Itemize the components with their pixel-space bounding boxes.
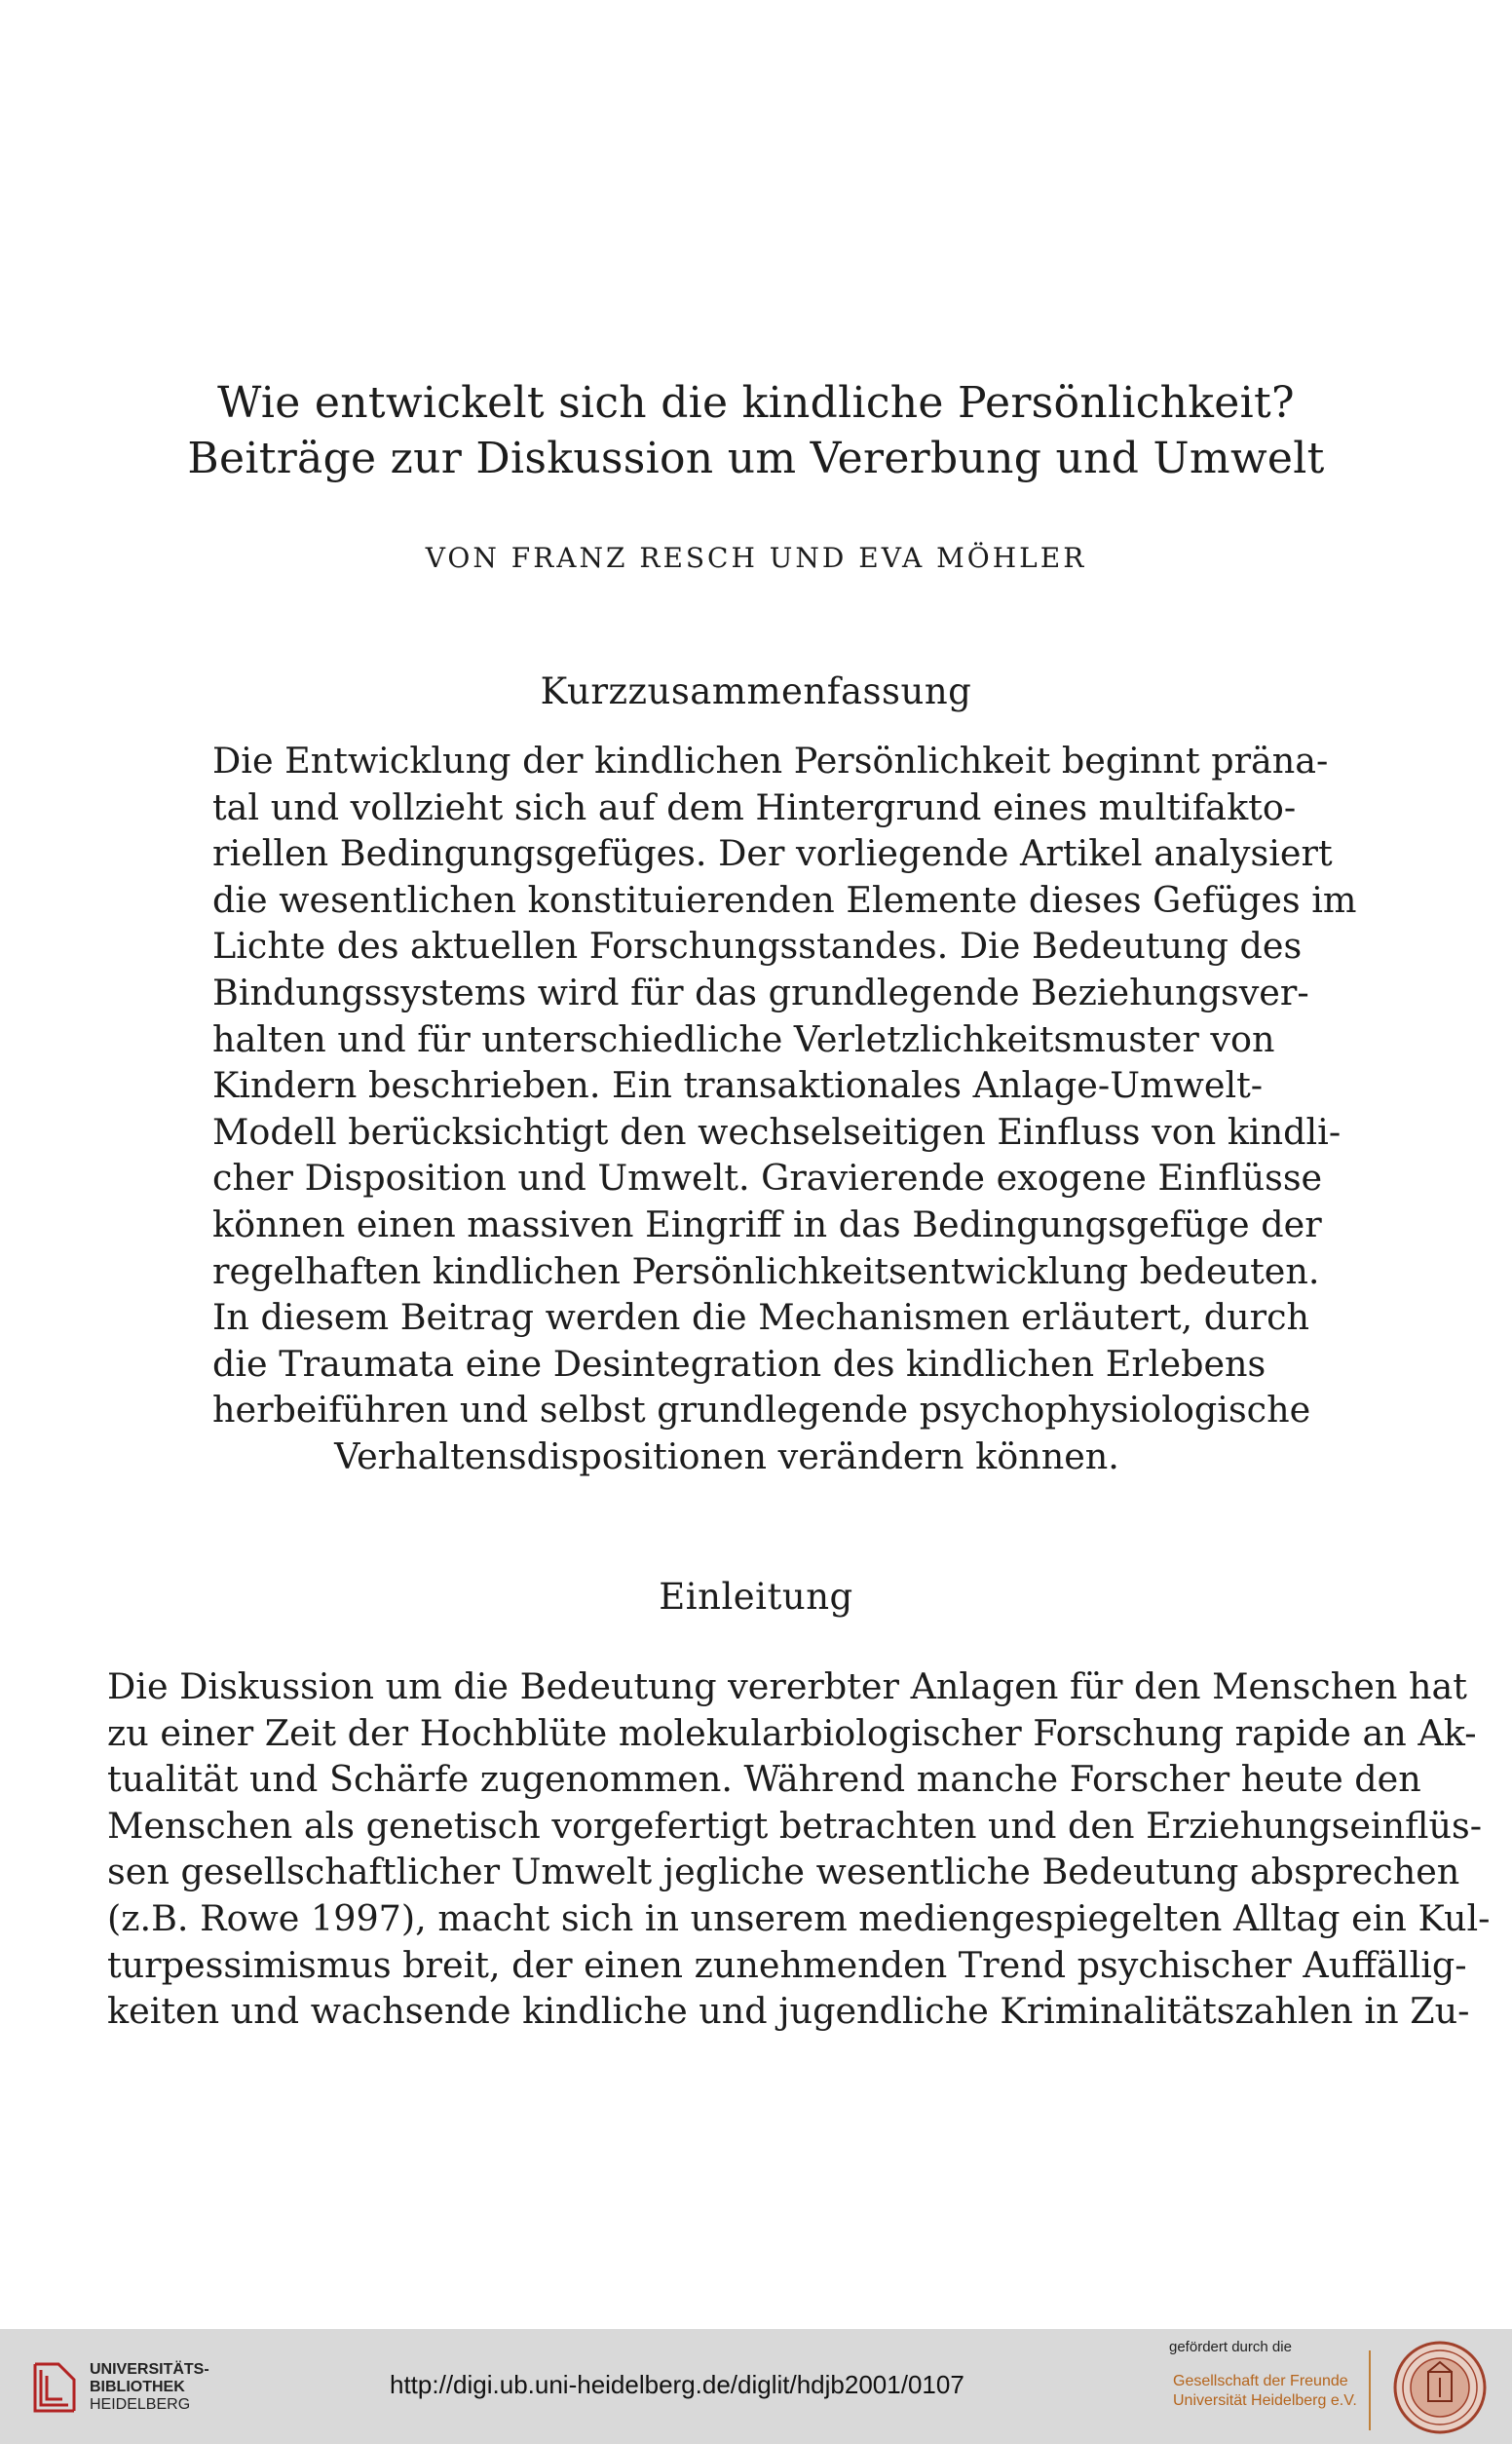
intro-line: zu einer Zeit der Hochblüte molekularbiologischer Forschung rapide an Ak- bbox=[107, 1711, 1477, 1754]
abstract-body bbox=[212, 738, 1357, 1480]
funded-by-label: gefördert durch die bbox=[1169, 2339, 1292, 2355]
library-name bbox=[90, 2361, 209, 2414]
abstract-line: Bindungssystems wird für das grundlegende Beziehungsver- bbox=[212, 971, 1309, 1013]
title-line-2: Beiträge zur Diskussion um Vererbung und Umwelt bbox=[187, 434, 1325, 483]
intro-body bbox=[107, 1663, 1491, 2035]
abstract-line: halten und für unterschiedliche Verletzlichkeitsmuster von bbox=[212, 1017, 1275, 1060]
intro-line: turpessimismus breit, der einen zunehmenden Trend psychischer Auffällig- bbox=[107, 1943, 1467, 1986]
abstract-line: Lichte des aktuellen Forschungsstandes. Die Bedeutung des bbox=[212, 925, 1303, 968]
university-seal-icon bbox=[1391, 2339, 1489, 2436]
abstract-line: regelhaften kindlichen Persönlichkeitsentwicklung bedeuten. bbox=[212, 1249, 1320, 1292]
abstract-line: Kindern beschrieben. Ein transaktionales Anlage-Umwelt- bbox=[212, 1064, 1264, 1107]
abstract-line: Die Entwicklung der kindlichen Persönlichkeit beginnt präna- bbox=[212, 740, 1329, 782]
article-authors: VON FRANZ RESCH UND EVA MÖHLER bbox=[425, 542, 1087, 574]
society-name-line: Universität Heidelberg e.V. bbox=[1173, 2392, 1357, 2409]
title-line-1: Wie entwickelt sich die kindliche Persönlichkeit? bbox=[217, 378, 1295, 428]
intro-line: keiten und wachsende kindliche und jugendliche Kriminalitätszahlen in Zu- bbox=[107, 1990, 1470, 2033]
article-title bbox=[0, 375, 1512, 486]
intro-line: sen gesellschaftlicher Umwelt jegliche wesentliche Bedeutung absprechen bbox=[107, 1851, 1460, 1893]
society-name bbox=[1173, 2372, 1357, 2411]
abstract-line: die Traumata eine Desintegration des kindlichen Erlebens bbox=[212, 1342, 1266, 1385]
society-name-line: Gesellschaft der Freunde bbox=[1173, 2373, 1348, 2389]
library-name-line: BIBLIOTHEK bbox=[90, 2379, 185, 2395]
abstract-line: die wesentlichen konstituierenden Elemente dieses Gefüges im bbox=[212, 878, 1357, 921]
library-name-line: HEIDELBERG bbox=[90, 2396, 191, 2413]
intro-heading: Einleitung bbox=[659, 1576, 853, 1618]
abstract-line: Verhaltensdispositionen verändern können. bbox=[334, 1434, 1119, 1477]
abstract-line: Modell berücksichtigt den wechselseitigen Einfluss von kindli- bbox=[212, 1110, 1342, 1153]
intro-line: (z.B. Rowe 1997), macht sich in unserem mediengespiegelten Alltag ein Kul- bbox=[107, 1896, 1491, 1939]
abstract-heading: Kurzzusammenfassung bbox=[540, 670, 972, 712]
library-logo-icon bbox=[29, 2358, 80, 2417]
abstract-line: tal und vollzieht sich auf dem Hintergrund eines multifakto- bbox=[212, 785, 1297, 828]
abstract-line: herbeiführen und selbst grundlegende psychophysiologische bbox=[212, 1389, 1311, 1432]
intro-line: Die Diskussion um die Bedeutung vererbter Anlagen für den Menschen hat bbox=[107, 1665, 1467, 1707]
intro-line: tualität und Schärfe zugenommen. Während manche Forscher heute den bbox=[107, 1758, 1421, 1801]
abstract-line: In diesem Beitrag werden die Mechanismen erläutert, durch bbox=[212, 1296, 1310, 1339]
footer-bar bbox=[0, 2329, 1512, 2444]
abstract-line: riellen Bedingungsgefüges. Der vorliegende Artikel analysiert bbox=[212, 832, 1333, 875]
source-url-link[interactable]: http://digi.ub.uni-heidelberg.de/diglit/hdjb2001/0107 bbox=[390, 2370, 964, 2399]
abstract-line: cher Disposition und Umwelt. Gravierende exogene Einflüsse bbox=[212, 1157, 1323, 1200]
footer-divider bbox=[1369, 2350, 1371, 2430]
abstract-line: können einen massiven Eingriff in das Bedingungsgefüge der bbox=[212, 1203, 1322, 1245]
intro-line: Menschen als genetisch vorgefertigt betrachten und den Erziehungseinflüs- bbox=[107, 1804, 1483, 1847]
library-name-line: UNIVERSITÄTS- bbox=[90, 2361, 209, 2378]
